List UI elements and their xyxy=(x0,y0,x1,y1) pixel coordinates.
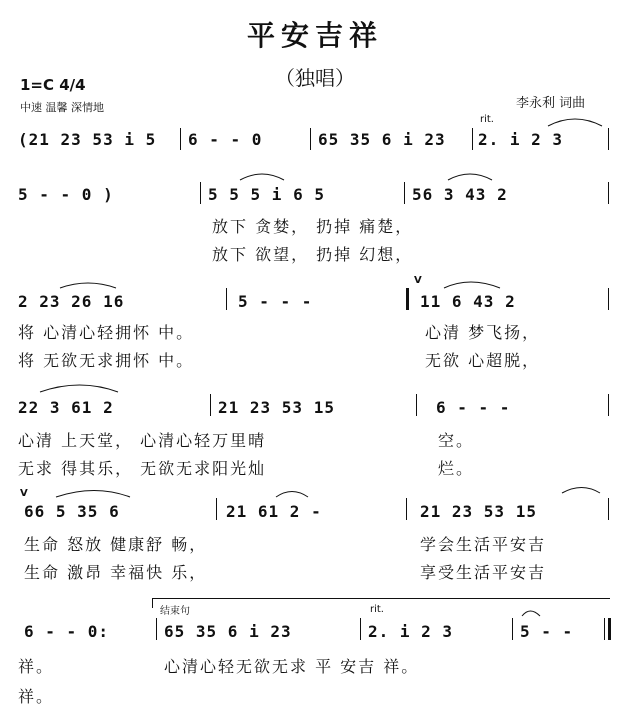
system2-lyrics-verse2: 放下 欲望， 扔掉 幻想， xyxy=(212,245,414,264)
system6-measure1: 6 - - 0: xyxy=(24,622,110,641)
system1-measure2: 6 - - 0 xyxy=(188,130,263,149)
system2-lyrics-verse1: 放下 贪婪， 扔掉 痛楚， xyxy=(212,217,414,236)
slur xyxy=(444,282,500,288)
system6-lyrics-verse2: 祥。 xyxy=(18,687,55,706)
system6-measure4: 5 - - xyxy=(520,622,574,641)
system5-lyrics-verse2b: 享受生活平安吉 xyxy=(420,563,547,582)
slur xyxy=(60,283,116,288)
system1-measure1: (21 23 53 i 5 xyxy=(18,130,157,149)
system3-measure1: 2 23 26 16 xyxy=(18,292,125,311)
system4-lyrics-verse1b: 空。 xyxy=(438,431,475,450)
system4-lyrics-verse1: 心清 上天堂， 心清心轻万里晴 xyxy=(18,431,267,450)
rit-marking: rit. xyxy=(480,114,494,125)
system6-lyrics-verse1: 祥。 xyxy=(18,657,55,676)
ending-label: 结束句 xyxy=(160,606,190,617)
system2-measure3: 56 3 43 2 xyxy=(412,185,508,204)
system4-measure3: 6 - - - xyxy=(436,398,511,417)
slur xyxy=(56,491,130,498)
key-signature: 1=C 4/4 xyxy=(20,76,86,94)
system2-measure1: 5 - - 0 ) xyxy=(18,185,114,204)
system6-measure2: 65 35 6 i 23 xyxy=(164,622,292,641)
system3-lyrics-verse1: 将 心清心轻拥怀 中。 xyxy=(18,323,195,342)
slur xyxy=(448,174,492,180)
system4-lyrics-verse2b: 烂。 xyxy=(438,459,475,478)
slur xyxy=(562,488,600,494)
system5-measure3: 21 23 53 15 xyxy=(420,502,537,521)
author-credit: 李永利 词曲 xyxy=(516,96,586,111)
rit-marking: rit. xyxy=(370,604,384,615)
breath-mark: V xyxy=(414,275,422,286)
system3-lyrics-verse1b: 心清 梦飞扬， xyxy=(425,323,541,342)
system3-lyrics-verse2: 将 无欲无求拥怀 中。 xyxy=(18,351,195,370)
system5-lyrics-verse1: 生命 怒放 健康舒 畅， xyxy=(24,535,208,554)
slur xyxy=(40,385,118,392)
system6-lyrics-ending: 心清心轻无欲无求 平 安吉 祥。 xyxy=(164,657,420,676)
system2-measure2: 5 5 5 i 6 5 xyxy=(208,185,325,204)
system5-measure1: 66 5 35 6 xyxy=(24,502,120,521)
system4-measure2: 21 23 53 15 xyxy=(218,398,335,417)
slur xyxy=(276,492,308,498)
system4-lyrics-verse2: 无求 得其乐， 无欲无求阳光灿 xyxy=(18,459,267,478)
slur xyxy=(548,119,602,126)
system1-measure4: 2. i 2 3 xyxy=(478,130,564,149)
system5-lyrics-verse1b: 学会生活平安吉 xyxy=(420,535,547,554)
system6-measure3: 2. i 2 3 xyxy=(368,622,454,641)
system3-measure2: 5 - - - xyxy=(238,292,313,311)
slur xyxy=(522,611,540,616)
tempo-marking: 中速 温馨 深情地 xyxy=(20,101,104,114)
system5-measure2: 21 61 2 - xyxy=(226,502,322,521)
system4-measure1: 22 3 61 2 xyxy=(18,398,114,417)
song-title: 平安吉祥 xyxy=(246,19,383,52)
breath-mark: V xyxy=(20,488,28,499)
system3-lyrics-verse2b: 无欲 心超脱， xyxy=(425,351,541,370)
system3-measure3: 11 6 43 2 xyxy=(420,292,516,311)
song-subtitle: （独唱） xyxy=(275,66,355,90)
system5-lyrics-verse2: 生命 激昂 幸福快 乐， xyxy=(24,563,208,582)
system1-measure3: 65 35 6 i 23 xyxy=(318,130,446,149)
slur xyxy=(240,174,284,180)
